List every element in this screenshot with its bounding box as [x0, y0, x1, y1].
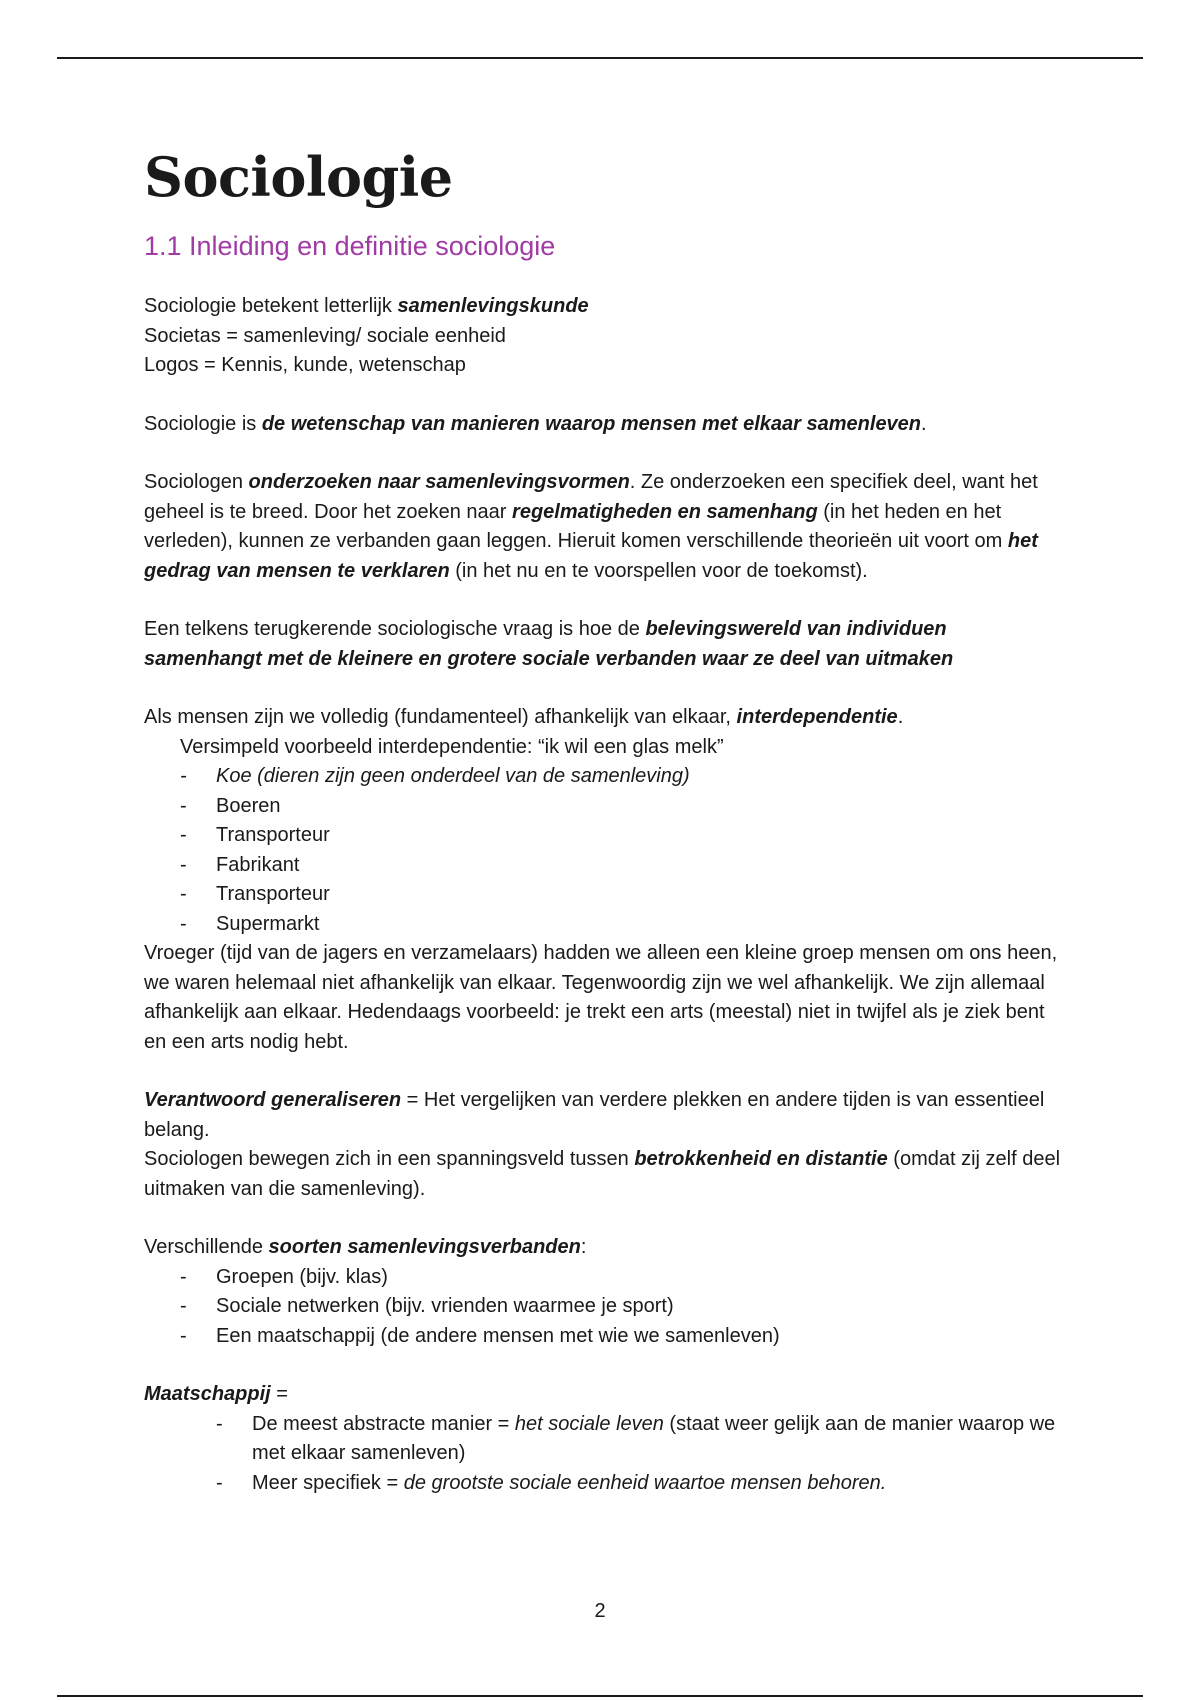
definition-line-3: Logos = Kennis, kunde, wetenschap — [144, 354, 466, 376]
list-item: - Meer specifiek = de grootste sociale eenheid waartoe mensen behoren. — [144, 1469, 1064, 1499]
list-dash: - — [180, 794, 187, 817]
list-item: - De meest abstracte manier = het sociale leven (staat weer gelijk aan de manier waarop we met elkaar samenleven) — [144, 1410, 1064, 1469]
types-list — [144, 1263, 1064, 1352]
list-dash: - — [180, 824, 187, 846]
paragraph-society: Maatschappij = — [144, 1383, 288, 1405]
list-dash: - — [216, 1412, 223, 1435]
paragraph-past-present: Vroeger (tijd van de jagers en verzamelaars) hadden we alleen een kleine groep mensen om ons heen, we waren helemaal niet afhankelijk van elkaar. Tegenwoordig zijn we wel afhankelijk. We zijn allemaal afhankelijk aan elkaar. Hedendaags voorbeeld: je trekt een arts (meestal) niet in twijfel als je ziek bent en een arts nodig hebt. — [144, 942, 1058, 1053]
list-item: - Koe (dieren zijn geen onderdeel van de samenleving) — [144, 762, 1064, 792]
page-content — [144, 140, 1064, 1498]
definition-line-2: Societas = samenleving/ sociale eenheid — [144, 324, 506, 347]
interdependence-list — [144, 762, 1064, 939]
page-title: Sociologie — [144, 145, 453, 209]
body-text — [144, 292, 1064, 1498]
paragraph-research: Sociologen onderzoeken naar samenlevingsvormen. Ze onderzoeken een specifiek deel, want het geheel is te breed. Door het zoeken naar regelmatigheden en samenhang (in het heden en het verleden), kunnen ze verbanden gaan leggen. Hieruit komen verschillende theorieën uit voort om het gedrag van mensen te verklaren (in het nu en te voorspellen voor de toekomst). — [144, 471, 1038, 582]
list-dash: - — [180, 765, 187, 787]
paragraph-question: Een telkens terugkerende sociologische vraag is hoe de belevingswereld van individuen samenhangt met de kleinere en grotere sociale verbanden waar ze deel van uitmaken — [144, 618, 954, 670]
paragraph-types: Verschillende soorten samenlevingsverbanden: — [144, 1236, 587, 1258]
list-item: - Groepen (bijv. klas) — [144, 1263, 1064, 1293]
list-item: - Sociale netwerken (bijv. vrienden waarmee je sport) — [144, 1292, 1064, 1322]
list-item: - Supermarkt — [144, 910, 1064, 940]
paragraph-tension: Sociologen bewegen zich in een spanningsveld tussen betrokkenheid en distantie (omdat zij zelf deel uitmaken van die samenleving). — [144, 1148, 1061, 1200]
list-dash: - — [180, 1265, 187, 1288]
list-dash: - — [180, 1295, 187, 1317]
list-item: - Fabrikant — [144, 851, 1064, 881]
list-dash: - — [216, 1471, 223, 1494]
paragraph-generalising: Verantwoord generaliseren = Het vergelijken van verdere plekken en andere tijden is van essentieel belang. — [144, 1089, 1045, 1141]
list-dash: - — [180, 853, 187, 876]
definition-line-1: Sociologie betekent letterlijk samenlevingskunde — [144, 295, 589, 317]
paragraph-definition: Sociologie is de wetenschap van manieren waarop mensen met elkaar samenleven. — [144, 412, 927, 435]
list-item: - Boeren — [144, 792, 1064, 822]
society-list — [144, 1410, 1064, 1499]
list-item: - Transporteur — [144, 821, 1064, 851]
list-item: - Een maatschappij (de andere mensen met wie we samenleven) — [144, 1322, 1064, 1352]
page-number: 2 — [594, 1600, 606, 1622]
list-item: - Transporteur — [144, 880, 1064, 910]
header-rule — [57, 57, 1143, 59]
paragraph-interdependence: Als mensen zijn we volledig (fundamenteel) afhankelijk van elkaar, interdependentie. — [144, 706, 904, 728]
section-heading: 1.1 Inleiding en definitie sociologie — [144, 231, 556, 261]
list-dash: - — [180, 883, 187, 905]
footer-rule — [57, 1695, 1143, 1697]
list-dash: - — [180, 912, 187, 935]
list-dash: - — [180, 1324, 187, 1347]
example-line: Versimpeld voorbeeld interdependentie: “ik wil een glas melk” — [180, 735, 724, 758]
